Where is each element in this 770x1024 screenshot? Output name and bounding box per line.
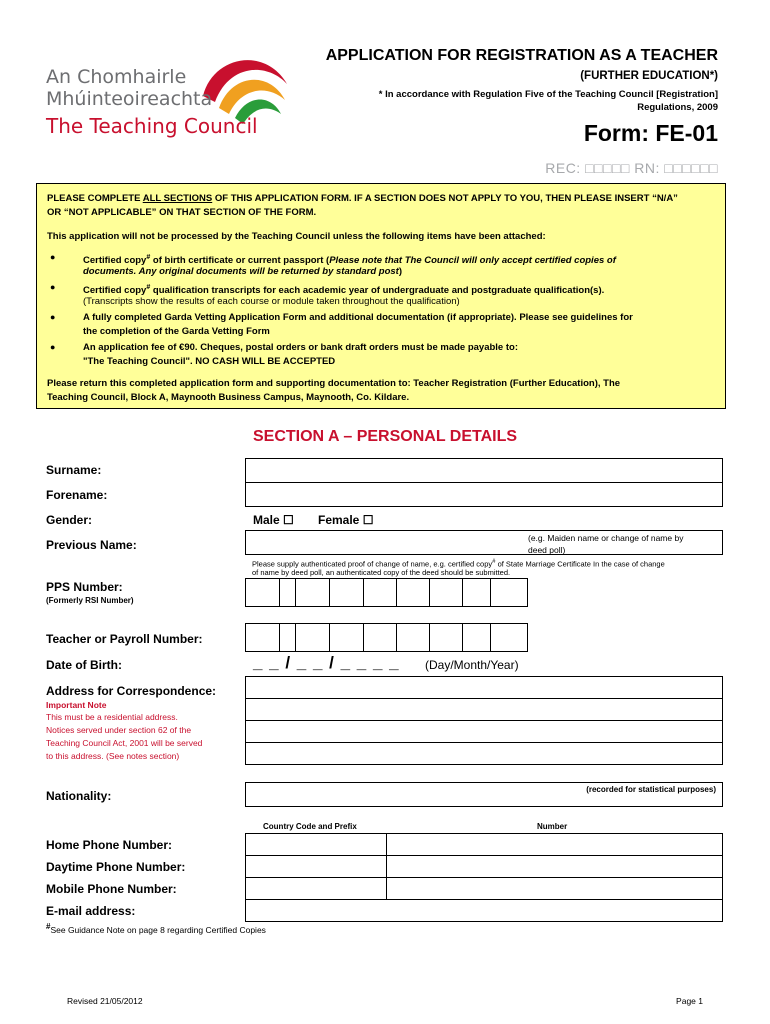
instructions-line1-start: PLEASE COMPLETE xyxy=(47,193,143,204)
pps-digit-cell[interactable] xyxy=(429,578,463,607)
item2-text: Certified copy xyxy=(83,285,147,297)
important-note-line2: Notices served under section 62 of the xyxy=(46,725,192,735)
address-line-4[interactable] xyxy=(245,742,723,765)
dob-format-hint: (Day/Month/Year) xyxy=(425,658,519,672)
return-address-line1: Please return this completed application form and supporting documentation to: Teacher Registration (Further Education), The xyxy=(47,378,621,389)
logo-irish-line1: An Chomhairle xyxy=(46,66,187,88)
forename-label: Forename: xyxy=(46,488,108,502)
important-note-line1: This must be a residential address. xyxy=(46,712,178,722)
country-code-header: Country Code and Prefix xyxy=(263,822,357,831)
guidance-sup: # xyxy=(46,922,51,931)
bullet-icon: ● xyxy=(50,252,56,262)
address-line-2[interactable] xyxy=(245,698,723,721)
item2-sup: # xyxy=(146,284,151,291)
important-note-title: Important Note xyxy=(46,700,107,710)
pps-number-label: PPS Number: xyxy=(46,580,123,594)
dob-label: Date of Birth: xyxy=(46,658,122,672)
proof-text-end: of State Marriage Certificate In the case of change xyxy=(495,559,665,569)
dob-input[interactable]: _ _ / _ _ / _ _ _ _ xyxy=(253,653,400,672)
mobile-phone-number-input[interactable] xyxy=(386,877,723,900)
mobile-phone-label: Mobile Phone Number: xyxy=(46,882,177,896)
teacher-number-digit-cell[interactable] xyxy=(396,623,430,652)
certified-copies-guidance xyxy=(46,922,266,935)
attachment-item-4-cont: "The Teaching Council". NO CASH WILL BE ACCEPTED xyxy=(83,356,336,367)
previous-name-hint: (e.g. Maiden name or change of name by xyxy=(528,533,684,543)
item1-text: Certified copy xyxy=(83,255,147,267)
surname-label: Surname: xyxy=(46,463,102,477)
item1-end: ) xyxy=(398,266,403,277)
instructions-line1 xyxy=(47,192,678,205)
daytime-phone-number-input[interactable] xyxy=(386,855,723,878)
instructions-box xyxy=(36,183,726,409)
proof-text: Please supply authenticated proof of change of name, e.g. certified copy xyxy=(252,559,493,569)
attachment-item-1-cont xyxy=(83,265,402,278)
form-title: APPLICATION FOR REGISTRATION AS A TEACHER xyxy=(325,47,718,64)
item1-italic: Please note that The Council will only accept certified copies of xyxy=(329,255,616,267)
pps-digit-cell[interactable] xyxy=(279,578,296,607)
previous-name-label: Previous Name: xyxy=(46,538,137,552)
gender-male-checkbox[interactable]: Male ☐ xyxy=(253,513,294,527)
item2-post: qualification transcripts for each academic year of undergraduate and postgraduate qualification(s). xyxy=(150,285,605,297)
number-header: Number xyxy=(537,822,568,831)
teacher-number-digit-cell[interactable] xyxy=(245,623,280,652)
address-line-1[interactable] xyxy=(245,676,723,699)
bullet-icon: ● xyxy=(50,342,56,352)
form-subtitle: (FURTHER EDUCATION*) xyxy=(580,70,718,82)
email-input[interactable] xyxy=(245,899,723,922)
proof-sup: # xyxy=(492,559,496,565)
item1-mid: of birth certificate or current passport ( xyxy=(150,255,330,267)
home-phone-number-input[interactable] xyxy=(386,833,723,856)
home-phone-prefix-input[interactable] xyxy=(245,833,387,856)
nationality-hint: (recorded for statistical purposes) xyxy=(586,785,716,794)
pps-digit-cell[interactable] xyxy=(295,578,330,607)
revision-date: Revised 21/05/2012 xyxy=(67,996,143,1006)
attachment-item-3-cont: the completion of the Garda Vetting Form xyxy=(83,326,270,337)
previous-name-hint-cont: deed poll) xyxy=(528,545,566,555)
pps-digit-cell[interactable] xyxy=(462,578,491,607)
attachment-item-2-note: (Transcripts show the results of each course or module taken throughout the qualification) xyxy=(83,296,460,307)
teacher-number-digit-cell[interactable] xyxy=(329,623,364,652)
instructions-line1-end: OF THIS APPLICATION FORM. IF A SECTION DOES NOT APPLY TO YOU, THEN PLEASE INSERT “N/A” xyxy=(212,193,678,204)
item1-sup: # xyxy=(146,254,151,261)
teacher-number-digit-cell[interactable] xyxy=(295,623,330,652)
pps-digit-cell[interactable] xyxy=(490,578,528,607)
guidance-text: See Guidance Note on page 8 regarding Certified Copies xyxy=(50,924,266,935)
item1-line2: documents. Any original documents will be returned by standard post xyxy=(83,266,399,277)
forename-input[interactable] xyxy=(245,482,723,507)
mobile-phone-prefix-input[interactable] xyxy=(245,877,387,900)
pps-digit-cell[interactable] xyxy=(329,578,364,607)
regulation-note-line1: * In accordance with Regulation Five of the Teaching Council [Registration] xyxy=(378,89,718,100)
attachment-item-4: An application fee of €90. Cheques, postal orders or bank draft orders must be made payable to: xyxy=(83,342,518,353)
nationality-label: Nationality: xyxy=(46,789,112,803)
pps-former-name: (Formerly RSI Number) xyxy=(46,596,134,605)
logo-irish-line2: Mhúinteoireachta xyxy=(46,88,213,110)
name-change-proof-note-cont: of name by deed poll, an authenticated copy of the deed should be submitted. xyxy=(252,568,511,577)
daytime-phone-label: Daytime Phone Number: xyxy=(46,860,186,874)
all-sections-emphasis: ALL SECTIONS xyxy=(142,193,213,204)
bullet-icon: ● xyxy=(50,282,56,292)
teacher-number-label: Teacher or Payroll Number: xyxy=(46,632,203,646)
form-number: Form: FE-01 xyxy=(583,120,718,146)
address-label: Address for Correspondence: xyxy=(46,684,217,698)
teacher-number-digit-cell[interactable] xyxy=(429,623,463,652)
address-line-3[interactable] xyxy=(245,720,723,743)
teacher-number-digit-cell[interactable] xyxy=(279,623,296,652)
gender-female-checkbox[interactable]: Female ☐ xyxy=(318,513,374,527)
pps-digit-cell[interactable] xyxy=(245,578,280,607)
important-note-line4: to this address. (See notes section) xyxy=(46,751,180,761)
surname-input[interactable] xyxy=(245,458,723,483)
daytime-phone-prefix-input[interactable] xyxy=(245,855,387,878)
gender-label: Gender: xyxy=(46,513,93,527)
office-use-rec-rn: REC: □□□□□ RN: □□□□□□ xyxy=(545,160,718,176)
regulation-note-line2: Regulations, 2009 xyxy=(637,102,718,113)
pps-digit-cell[interactable] xyxy=(396,578,430,607)
important-note-line3: Teaching Council Act, 2001 will be served xyxy=(46,738,203,748)
teacher-number-digit-cell[interactable] xyxy=(490,623,528,652)
pps-digit-cell[interactable] xyxy=(363,578,397,607)
bullet-icon: ● xyxy=(50,312,56,322)
attachment-item-3: A fully completed Garda Vetting Application Form and additional documentation (if appropriate). Please see guidelines for xyxy=(83,312,633,323)
instructions-line2: OR “NOT APPLICABLE” ON THAT SECTION OF THE FORM. xyxy=(47,207,317,218)
logo-english-name: The Teaching Council xyxy=(46,114,258,138)
home-phone-label: Home Phone Number: xyxy=(46,838,173,852)
page-number: Page 1 xyxy=(676,996,703,1006)
attachments-intro: This application will not be processed by the Teaching Council unless the following items have been attached: xyxy=(47,231,546,242)
teacher-number-digit-cell[interactable] xyxy=(363,623,397,652)
section-a-title: SECTION A – PERSONAL DETAILS xyxy=(252,428,518,445)
return-address-line2: Teaching Council, Block A, Maynooth Business Campus, Maynooth, Co. Kildare. xyxy=(47,392,410,403)
email-label: E-mail address: xyxy=(46,904,136,918)
teacher-number-digit-cell[interactable] xyxy=(462,623,491,652)
